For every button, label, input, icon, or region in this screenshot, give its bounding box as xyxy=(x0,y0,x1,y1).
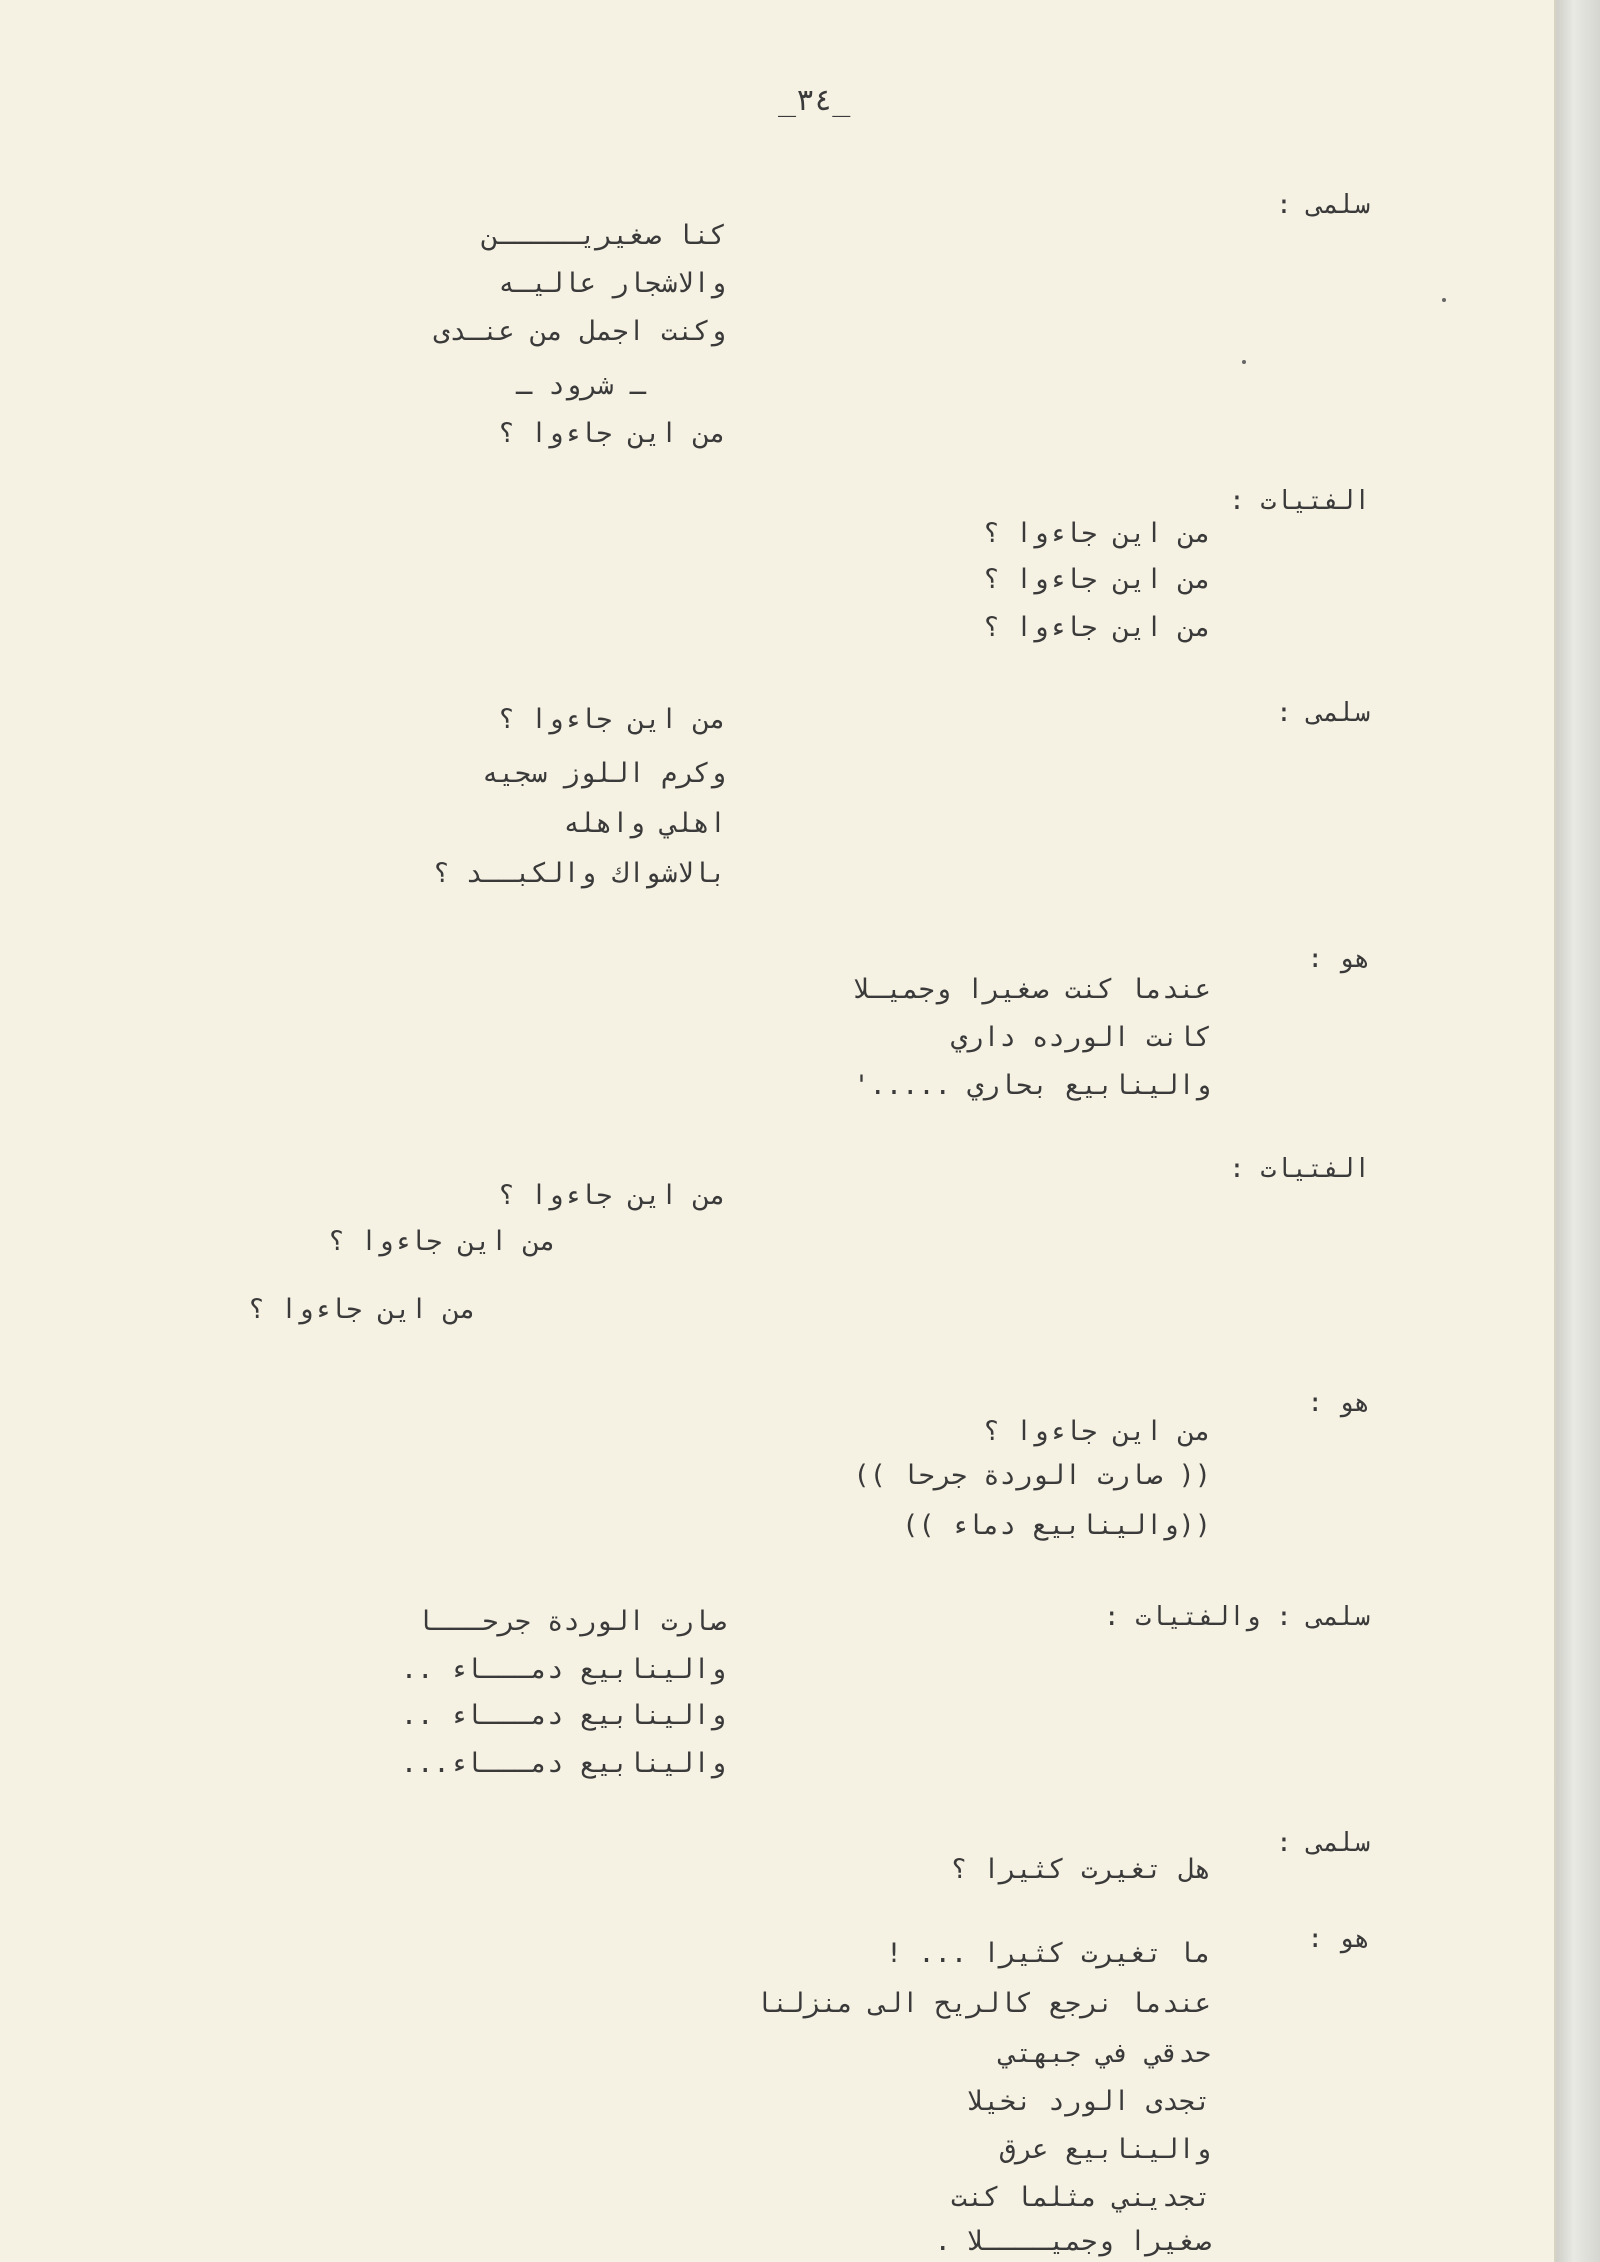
verse-line: اهلي واهله xyxy=(563,808,726,839)
verse-line: عندما نرجع كالريح الى منزلنا xyxy=(755,1988,1211,2019)
verse-line: ((والينابيع دماء )) xyxy=(902,1510,1211,1541)
speck-mark xyxy=(1242,360,1246,364)
verse-line: هل تغيرت كثيرا ؟ xyxy=(950,1854,1211,1885)
verse-line: من اين جاءوا ؟ xyxy=(498,418,726,449)
verse-line: والينابيع دمـــاء .. xyxy=(400,1700,726,1731)
speaker-label: سلمى : والفتيات : xyxy=(1103,1602,1370,1632)
verse-line: كنا صغيريـــــن xyxy=(482,220,726,251)
verse-line: من اين جاءوا ؟ xyxy=(983,1416,1211,1447)
verse-line: من اين جاءوا ؟ xyxy=(498,704,726,735)
speaker-label: الفتيات : xyxy=(1229,486,1370,516)
verse-line: ـ شرود ـ xyxy=(515,370,646,401)
speaker-label: هو : xyxy=(1307,944,1370,974)
verse-line: وكنت اجمل من عنـدى xyxy=(433,316,726,347)
speaker-label: الفتيات : xyxy=(1229,1154,1370,1184)
verse-line: والاشجار عاليـه xyxy=(498,268,726,299)
verse-line: من اين جاءوا ؟ xyxy=(983,612,1211,643)
verse-line: صارت الوردة جرحـــا xyxy=(417,1606,726,1637)
verse-line: عندما كنت صغيرا وجميـلا xyxy=(853,974,1211,1005)
verse-line: بالاشواك والكبــد ؟ xyxy=(433,858,726,889)
verse-line: من اين جاءوا ؟ xyxy=(498,1180,726,1211)
verse-line: من اين جاءوا ؟ xyxy=(983,564,1211,595)
speaker-label: هو : xyxy=(1307,1924,1370,1954)
page-number: _٣٤_ xyxy=(778,83,851,118)
verse-line: والينابيع دمـــاء... xyxy=(400,1748,726,1779)
verse-line: من اين جاءوا ؟ xyxy=(328,1226,556,1257)
page-edge-shadow xyxy=(1556,0,1600,2262)
speaker-label: سلمى : xyxy=(1276,1828,1370,1858)
verse-line: والينابيع بحاري .....' xyxy=(853,1070,1211,1101)
speaker-label: هو : xyxy=(1307,1388,1370,1418)
speck-mark xyxy=(1442,298,1446,302)
verse-line: حدقي في جبهتي xyxy=(999,2038,1211,2069)
verse-line: والينابيع دمـــاء .. xyxy=(400,1654,726,1685)
verse-line: من اين جاءوا ؟ xyxy=(248,1294,476,1325)
verse-line: صغيرا وجميــــلا . xyxy=(934,2226,1211,2257)
speaker-label: سلمى : xyxy=(1276,190,1370,220)
verse-line: ما تغيرت كثيرا ... ! xyxy=(885,1938,1211,1969)
verse-line: تجديني مثلما كنت xyxy=(950,2182,1211,2213)
verse-line: كانت الورده داري xyxy=(950,1022,1211,1053)
speaker-label: سلمى : xyxy=(1276,698,1370,728)
verse-line: والينابيع عرق xyxy=(999,2134,1211,2165)
verse-line: من اين جاءوا ؟ xyxy=(983,518,1211,549)
verse-line: وكرم اللوز سجيه xyxy=(482,758,726,789)
verse-line: (( صارت الوردة جرحا )) xyxy=(853,1460,1211,1491)
verse-line: تجدى الورد نخيلا xyxy=(967,2086,1211,2117)
